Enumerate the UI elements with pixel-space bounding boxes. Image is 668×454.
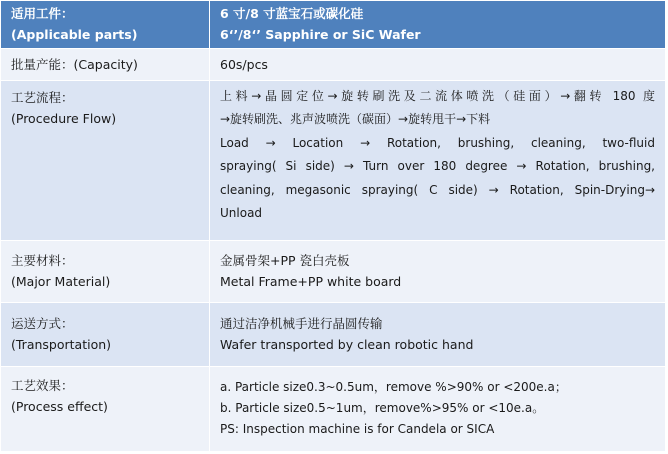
- label-zh: 工艺效果：: [11, 377, 74, 393]
- label-transportation: [1, 302, 210, 366]
- label-zh: 主要材料：: [11, 253, 74, 269]
- value-transportation: [210, 302, 666, 366]
- value-line: 6‘’/8‘’ Sapphire or SiC Wafer: [220, 27, 421, 43]
- value-line: b. Particle size0.5~1um，remove%>95% or <10e.a。: [220, 401, 545, 416]
- table-row-process-effect: [1, 366, 666, 451]
- table-row-transportation: [1, 302, 666, 366]
- table-row-procedure-flow: [1, 80, 666, 240]
- value-line: Metal Frame+PP white board: [220, 274, 402, 290]
- label-process-effect: [1, 366, 210, 451]
- label-applicable-parts: [1, 1, 210, 49]
- value-line: Unload: [220, 206, 263, 221]
- value-major-material: [210, 240, 666, 302]
- value-line: PS: Inspection machine is for Candela or SICA: [220, 422, 495, 437]
- value-line: spraying( Si side) → Turn over 180 degree → Rotation, brushing,: [220, 159, 655, 174]
- value-process-effect: [210, 366, 666, 451]
- value-line: Wafer transported by clean robotic hand: [220, 337, 474, 353]
- label-zh: 批量产能：(Capacity): [11, 56, 138, 72]
- value-applicable-parts: [210, 1, 666, 49]
- table-row-capacity: [1, 48, 666, 80]
- label-en: (Major Material): [11, 274, 111, 290]
- value-line: a. Particle size0.3~0.5um，remove %>90% or <200e.a；: [220, 380, 567, 395]
- value-line: →旋转刷洗、兆声波喷洗（碳面）→旋转甩干→下料: [220, 112, 491, 127]
- label-en: (Applicable parts): [11, 27, 138, 43]
- table-row-major-material: [1, 240, 666, 302]
- label-zh: 工艺流程：: [11, 89, 74, 105]
- value-line: Load → Location → Rotation, brushing, cleaning, two-fluid: [220, 135, 655, 150]
- table-row-applicable-parts: [1, 1, 666, 49]
- value-procedure-flow: [210, 80, 666, 240]
- label-en: (Process effect): [11, 398, 108, 414]
- label-zh: 运送方式：: [11, 316, 74, 332]
- value-line: 上料→晶圆定位→旋转刷洗及二流体喷洗（硅面）→翻转 180 度: [220, 88, 655, 103]
- label-major-material: [1, 240, 210, 302]
- label-zh: 适用工件：: [11, 6, 74, 22]
- label-procedure-flow: [1, 80, 210, 240]
- label-en: (Procedure Flow): [11, 110, 117, 126]
- value-line: cleaning, megasonic spraying( C side) → Rotation, Spin-Drying→: [220, 182, 655, 197]
- value-line: 60s/pcs: [220, 56, 268, 72]
- value-line: 通过洁净机械手进行晶圆传输: [220, 316, 383, 332]
- label-en: (Transportation): [11, 337, 112, 353]
- label-capacity: [1, 48, 210, 80]
- value-line: 6 寸/8 寸蓝宝石或碳化硅: [220, 6, 364, 22]
- value-line: 金属骨架+PP 瓷白壳板: [220, 253, 350, 269]
- value-capacity: [210, 48, 666, 80]
